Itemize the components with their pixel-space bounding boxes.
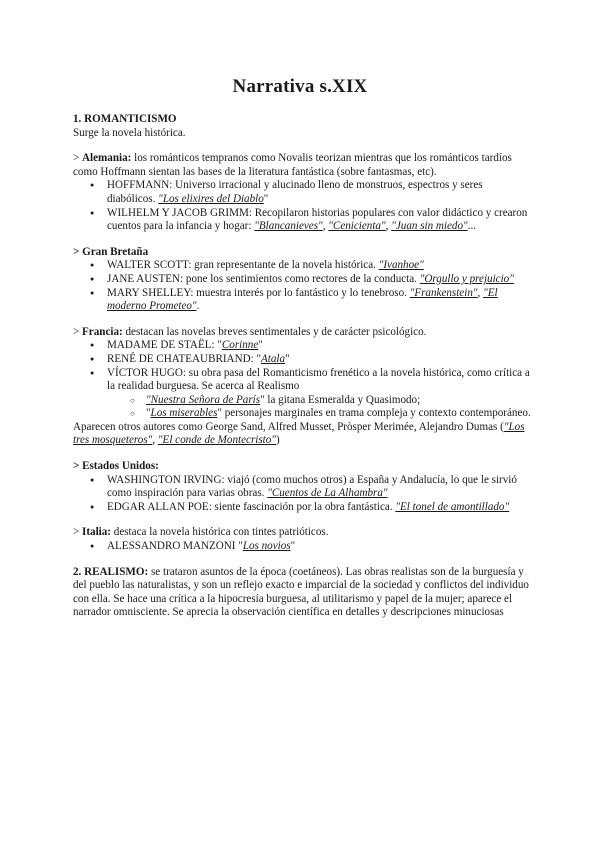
list-item: ● VÍCTOR HUGO: su obra pasa del Romanticismo frenético a la novela histórica, como crítica a la realidad burguesa. Se acerca al Realismo <box>73 367 533 394</box>
list-item: ● ALESSANDRO MANZONI "Los novios" <box>73 540 533 554</box>
list-item: ● HOFFMANN: Universo irracional y alucinado lleno de monstruos, espectros y seres diabólicos. "Los elixires del Diablo" <box>73 179 533 206</box>
work-title: "Frankenstein" <box>409 286 478 299</box>
bullet-list <box>73 339 533 393</box>
paragraph: Aparecen otros autores como George Sand, Alfred Musset, Pròsper Merimée, Alejandro Dumas ("Los tres mosqueteros", "El conde de Montecristo") <box>73 420 525 447</box>
sub-list-item: ○ "Nuestra Señora de París" la gitana Esmeralda y Quasimodo; <box>73 394 533 408</box>
paragraph: Surge la novela histórica. <box>73 126 186 139</box>
list-item: ● MARY SHELLEY: muestra interés por lo fantástico y lo tenebroso. "Frankenstein", "El moderno Prometeo". <box>73 287 533 314</box>
region-estados-unidos: > Estados Unidos: <box>73 460 159 473</box>
work-title: "Ivanhoe" <box>378 259 424 272</box>
region-alemania: > Alemania: los románticos tempranos como Novalis teorizan mientras que los románticos tardíos como Hoffmann sientan las bases de la literatura fantástica (sobre fantasmas, etc). <box>73 152 512 178</box>
work-title: "Juan sin miedo" <box>391 220 468 233</box>
list-item: ● MADAME DE STAËL: "Corinne" <box>73 339 533 353</box>
sub-bullet-list <box>73 394 533 421</box>
section-heading-romanticismo: 1. ROMANTICISMO <box>73 113 177 125</box>
bullet-list <box>73 540 533 554</box>
work-title: "El tonel de amontillado" <box>395 500 510 513</box>
list-item: ● WILHELM Y JACOB GRIMM: Recopilaron historias populares con valor didáctico y crearon cuentos para la infancia y hogar: "Blancanieves", "Cenicienta", "Juan sin miedo"... <box>73 207 533 234</box>
section-heading-realismo: 2. REALISMO: <box>73 565 149 578</box>
list-item: ● RENÉ DE CHATEAUBRIAND: "Atala" <box>73 353 533 367</box>
work-title: Los novios <box>242 540 291 553</box>
page-title: Narrativa s.XIX <box>232 76 368 97</box>
work-title: "Nuestra Señora de París <box>146 393 261 406</box>
work-title: "Cuentos de La Alhambra" <box>267 487 388 500</box>
work-title: Atala <box>260 352 286 365</box>
bullet-list <box>73 179 533 233</box>
list-item: ● JANE AUSTEN: pone los sentimientos como rectores de la conducta. "Orgullo y prejuicio" <box>73 273 533 287</box>
work-title: Corinne <box>221 339 259 352</box>
sub-list-item: ○ "Los miserables" personajes marginales en trama compleja y contexto contemporáneo. <box>73 407 533 421</box>
work-title: "Cenicienta" <box>328 220 386 233</box>
list-item: ● WALTER SCOTT: gran representante de la novela histórica. "Ivanhoe" <box>73 259 533 273</box>
region-italia: > Italia: destaca la novela histórica con tintes patrióticos. <box>73 526 329 539</box>
list-item: ● EDGAR ALLAN POE: siente fascinación por la obra fantástica. "El tonel de amontillado" <box>73 501 533 515</box>
work-title: "Los tres mosqueteros" <box>73 420 525 447</box>
work-title: "Orgullo y prejuicio" <box>419 272 514 285</box>
section-realismo: 2. REALISMO: se trataron asuntos de la época (coetáneos). Las obras realistas son de la burguesía y del pueblo las naturalistas, y son un reflejo exacto e imparcial de la sociedad y conflictos del individuo con ella. Se hace una crítica a la hipocresía burguesa, al utilitarismo y papel de la mujer; aparece el narrador omnisciente. Se aprecia la observación científica en detalles y descripciones minuciosas <box>73 565 529 619</box>
list-item: ● WASHINGTON IRVING: viajó (como muchos otros) a España y Andalucía, lo que le sirvió como inspiración para varias obras. "Cuentos de La Alhambra" <box>73 474 533 501</box>
work-title: "El conde de Montecristo" <box>157 434 276 447</box>
region-gran-bretana: > Gran Bretaña <box>73 245 149 258</box>
region-francia: > Francia: destacan las novelas breves sentimentales y de carácter psicológico. <box>73 325 427 338</box>
document-body <box>73 113 533 620</box>
work-title: "Blancanieves" <box>254 220 323 233</box>
bullet-list <box>73 259 533 313</box>
bullet-list <box>73 474 533 515</box>
work-title: "Los elixires del Diablo <box>158 192 264 205</box>
work-title: Los miserables <box>150 407 218 420</box>
work-title: "El moderno Prometeo" <box>107 286 498 313</box>
